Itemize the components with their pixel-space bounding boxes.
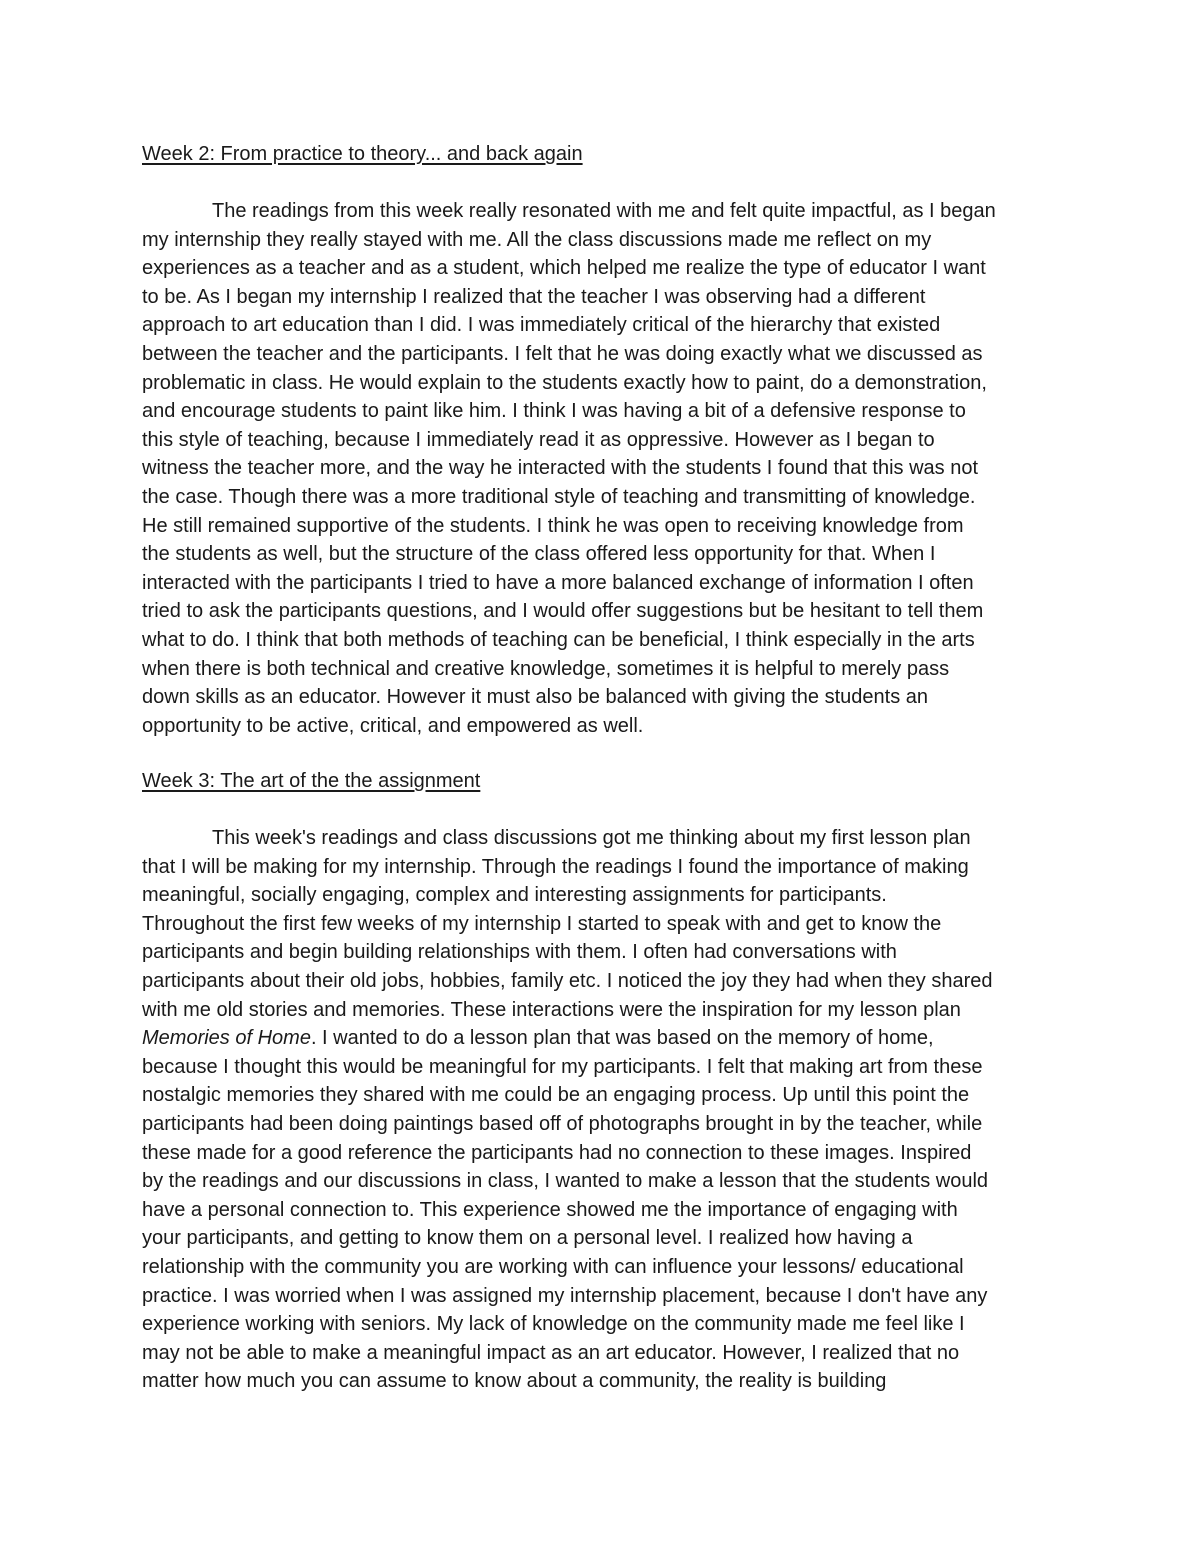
- paragraph-line: participants and begin building relationships with them. I often had conversations with: [142, 941, 897, 964]
- section-heading-week-3: Week 3: The art of the the assignment: [142, 770, 481, 792]
- paragraph-line-rest: . I wanted to do a lesson plan that was based on the memory of home,: [310, 1027, 934, 1050]
- paragraph-line: your participants, and getting to know them on a personal level. I realized how having a: [142, 1227, 913, 1250]
- paragraph-line: because I thought this would be meaningful for my participants. I felt that making art from these: [142, 1055, 983, 1078]
- section-heading-week-2: Week 2: From practice to theory... and back again: [142, 143, 583, 165]
- paragraph-line: matter how much you can assume to know about a community, the reality is building: [142, 1370, 887, 1393]
- paragraph-line: when there is both technical and creative knowledge, sometimes it is helpful to merely pass: [142, 657, 950, 680]
- paragraph-line: with me old stories and memories. These interactions were the inspiration for my lesson plan: [142, 998, 961, 1021]
- paragraph-line: by the readings and our discussions in class, I wanted to make a lesson that the students would: [142, 1170, 989, 1193]
- paragraph-line: The readings from this week really resonated with me and felt quite impactful, as I began: [212, 200, 996, 222]
- paragraph-line: these made for a good reference the participants had no connection to these images. Inspired: [142, 1141, 972, 1164]
- paragraph-line: He still remained supportive of the students. I think he was open to receiving knowledge from: [142, 514, 964, 537]
- paragraph-line: relationship with the community you are working with can influence your lessons/ educational: [142, 1255, 964, 1278]
- lesson-plan-title: Memories of Home: [142, 1027, 311, 1050]
- paragraph-line: approach to art education than I did. I was immediately critical of the hierarchy that existed: [142, 314, 941, 337]
- paragraph-line: This week's readings and class discussions got me thinking about my first lesson plan: [212, 827, 971, 849]
- paragraph-line: my internship they really stayed with me. All the class discussions made me reflect on my: [142, 228, 932, 251]
- paragraph-line: Throughout the first few weeks of my internship I started to speak with and get to know the: [142, 912, 942, 935]
- paragraph-line: witness the teacher more, and the way he interacted with the students I found that this was not: [142, 457, 979, 480]
- paragraph-line: participants about their old jobs, hobbies, family etc. I noticed the joy they had when they shared: [142, 969, 993, 992]
- paragraph-line: opportunity to be active, critical, and empowered as well.: [142, 714, 644, 737]
- paragraph-line: this style of teaching, because I immediately read it as oppressive. However as I began to: [142, 428, 935, 451]
- paragraph-line: tried to ask the participants questions, and I would offer suggestions but be hesitant to tell them: [142, 600, 984, 623]
- section-body-week-3: [142, 824, 1082, 1396]
- paragraph-line: may not be able to make a meaningful impact as an art educator. However, I realized that no: [142, 1341, 960, 1364]
- paragraph-line: the students as well, but the structure of the class offered less opportunity for that. When I: [142, 543, 936, 566]
- paragraph-line: that I will be making for my internship. Through the readings I found the importance of making: [142, 855, 969, 878]
- paragraph-line: the case. Though there was a more traditional style of teaching and transmitting of knowledge.: [142, 485, 976, 508]
- paragraph-line-with-title: [142, 1024, 1082, 1053]
- paragraph-line: practice. I was worried when I was assigned my internship placement, because I don't have any: [142, 1284, 988, 1307]
- paragraph-line: participants had been doing paintings based off of photographs brought in by the teacher, while: [142, 1112, 983, 1135]
- paragraph-line: experiences as a teacher and as a student, which helped me realize the type of educator I want: [142, 257, 986, 280]
- paragraph-line: and encourage students to paint like him. I think I was having a bit of a defensive response to: [142, 400, 966, 423]
- paragraph-line: what to do. I think that both methods of teaching can be beneficial, I think especially in the arts: [142, 628, 975, 651]
- paragraph-line: interacted with the participants I tried to have a more balanced exchange of information I often: [142, 571, 974, 594]
- paragraph-line: problematic in class. He would explain to the students exactly how to paint, do a demonstration,: [142, 371, 987, 394]
- paragraph-line: experience working with seniors. My lack of knowledge on the community made me feel like I: [142, 1313, 965, 1336]
- paragraph-line: to be. As I began my internship I realized that the teacher I was observing had a different: [142, 285, 926, 308]
- paragraph-line: down skills as an educator. However it must also be balanced with giving the students an: [142, 686, 928, 709]
- paragraph-line: have a personal connection to. This experience showed me the importance of engaging with: [142, 1198, 958, 1221]
- section-body-week-2: [142, 197, 1082, 740]
- paragraph-line: meaningful, socially engaging, complex and interesting assignments for participants.: [142, 884, 887, 907]
- paragraph-line: nostalgic memories they shared with me could be an engaging process. Up until this point the: [142, 1084, 970, 1107]
- paragraph-line: between the teacher and the participants. I felt that he was doing exactly what we discussed as: [142, 342, 983, 365]
